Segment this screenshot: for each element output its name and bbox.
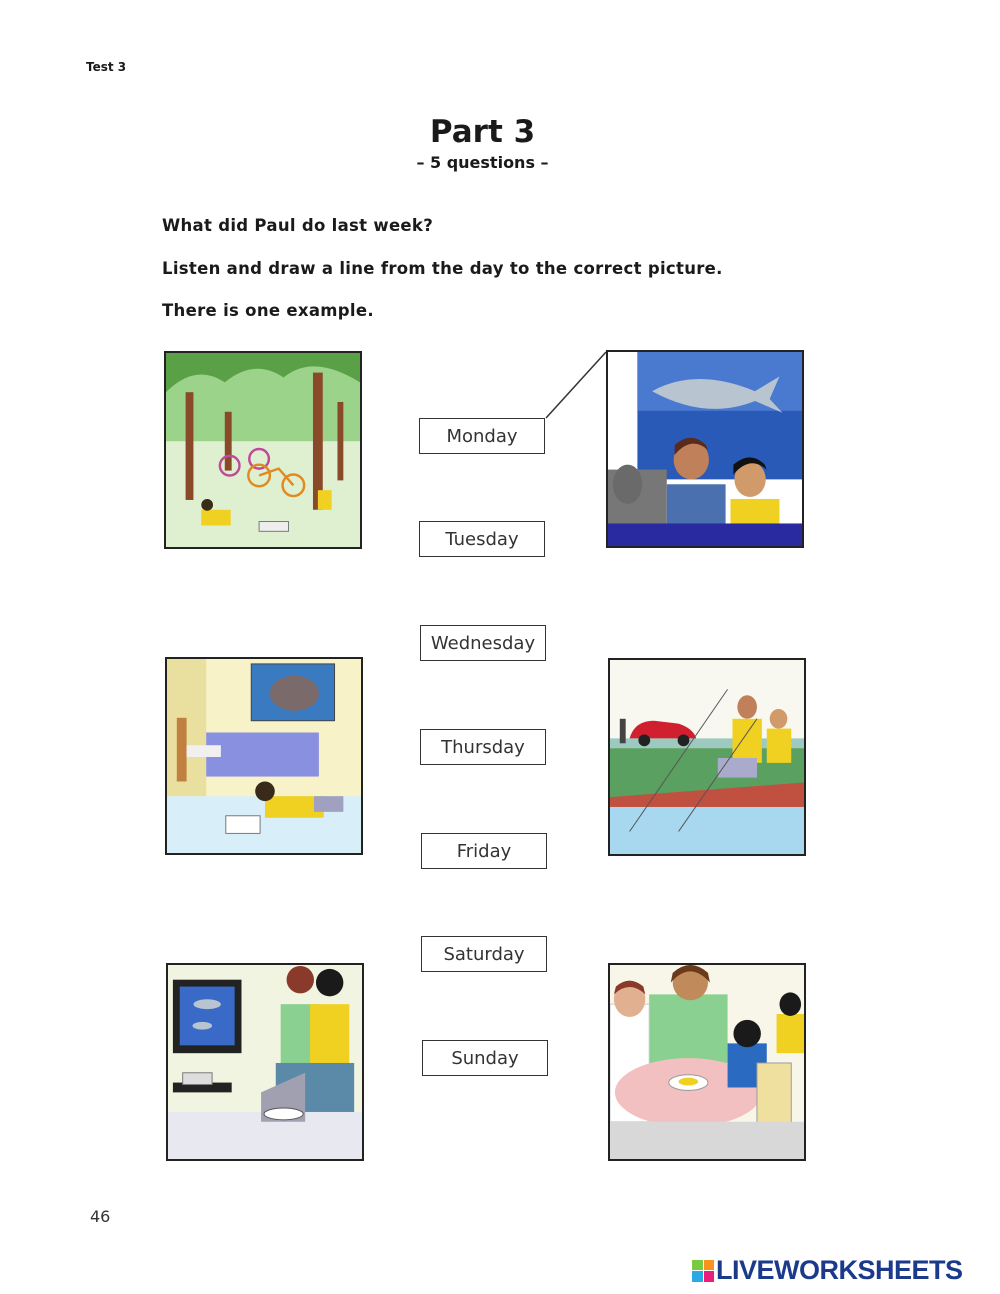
video-game-illustration <box>168 965 362 1159</box>
bedroom-reading-illustration <box>167 659 361 853</box>
day-box-saturday[interactable]: Saturday <box>421 936 547 972</box>
fishing-illustration <box>610 660 804 854</box>
day-box-thursday[interactable]: Thursday <box>420 729 546 765</box>
page-subtitle: – 5 questions – <box>416 153 549 172</box>
family-dinner-illustration <box>610 965 804 1159</box>
picture-riding-bikes-park[interactable] <box>164 351 362 549</box>
day-box-friday[interactable]: Friday <box>421 833 547 869</box>
instruction-example: There is one example. <box>162 301 374 320</box>
brand-grid-icon <box>692 1260 714 1282</box>
picture-watching-shark-film[interactable] <box>606 350 804 548</box>
page-title: Part 3 <box>429 114 536 150</box>
picture-fishing-by-river[interactable] <box>608 658 806 856</box>
day-box-sunday[interactable]: Sunday <box>422 1040 548 1076</box>
instruction-question: What did Paul do last week? <box>162 216 434 235</box>
day-box-monday[interactable]: Monday <box>419 418 545 454</box>
park-bikes-illustration <box>166 353 360 547</box>
picture-reading-in-bedroom[interactable] <box>165 657 363 855</box>
picture-family-dinner[interactable] <box>608 963 806 1161</box>
brand-name: LIVEWORKSHEETS <box>716 1255 963 1285</box>
day-box-tuesday[interactable]: Tuesday <box>419 521 545 557</box>
brand-logo <box>692 1255 963 1286</box>
picture-playing-video-game[interactable] <box>166 963 364 1161</box>
page-number: 46 <box>90 1207 111 1226</box>
shark-film-illustration <box>608 352 802 546</box>
day-box-wednesday[interactable]: Wednesday <box>420 625 546 661</box>
test-label: Test 3 <box>86 60 127 74</box>
instruction-task: Listen and draw a line from the day to the correct picture. <box>162 259 723 278</box>
